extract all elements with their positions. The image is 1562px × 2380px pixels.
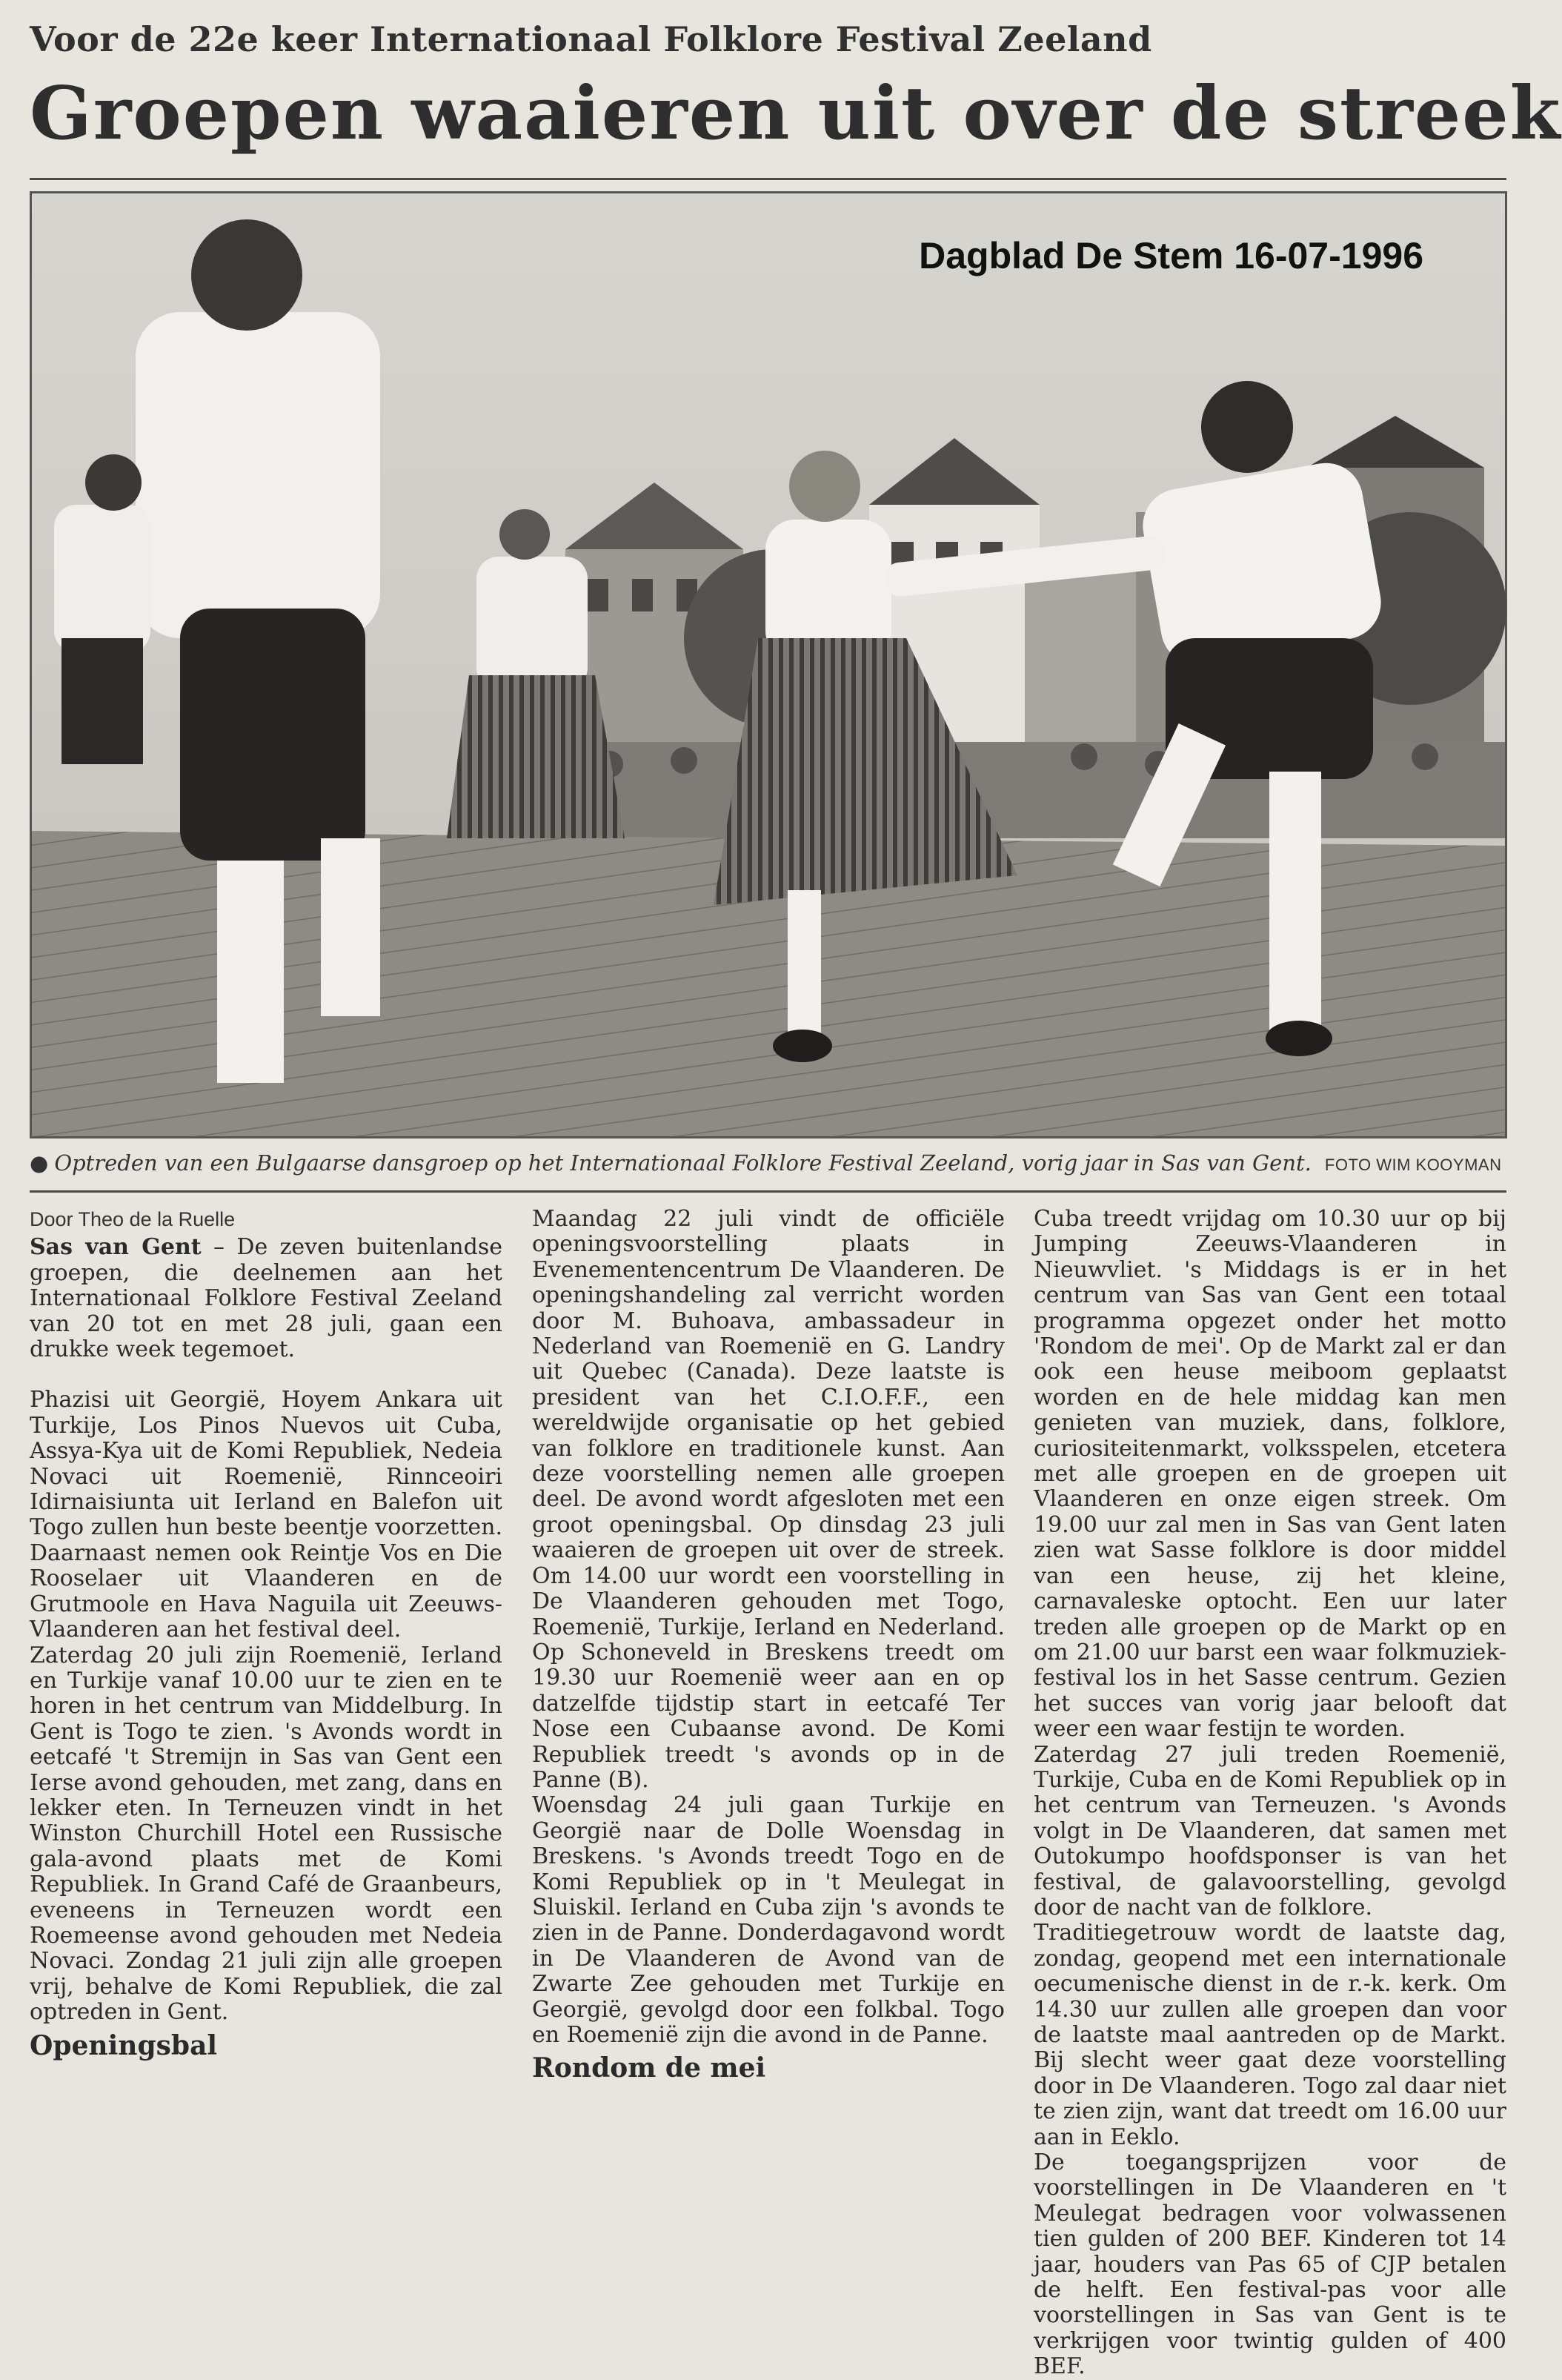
dancers-photo (32, 193, 1505, 1136)
paragraph: Phazisi uit Georgië, Hoyem Ankara uit Turkije, Los Pinos Nuevos uit Cuba, Assya-Kya uit de Komi Republiek, Nedeia Novaci uit Roemenië, Rinnceoiri Idirnaisiunta uit Ierland en Balefon uit Togo zullen hun beste beentje voorzetten. Daarnaast nemen ook Reintje Vos en Die Rooselaer uit Vlaanderen en de Grutmoole en Hava Naguila uit Zeeuws-Vlaanderen aan het festival deel. (30, 1387, 502, 1643)
caption-text: Optreden van een Bulgaarse dansgroep op het Internationaal Folklore Festival Zeeland, vorig jaar in Sas van Gent. (54, 1150, 1312, 1176)
paragraph: Zaterdag 20 juli zijn Roemenië, Ierland en Turkije vanaf 10.00 uur te zien en te horen in het centrum van Middelburg. In Gent is Togo te zien. 's Avonds wordt in eetcafé 't Stremijn in Sas van Gent een Ierse avond gehouden, met zang, dans en lekker eten. In Terneuzen vindt in het Winston Churchill Hotel een Russische gala-avond plaats met de Komi Republiek. In Grand Café de Graanbeurs, eveneens in Terneuzen wordt een Roemeense avond gehouden met Nedeia Novaci. Zondag 21 juli zijn alle groepen vrij, behalve de Komi Republiek, die zal optreden in Gent. (30, 1642, 502, 2026)
column-2 (532, 1207, 1005, 2096)
paragraph: Cuba treedt vrijdag om 10.30 uur op bij Jumping Zeeuws-Vlaanderen in Nieuwvliet. 's Middags is er in het centrum van Sas van Gent een totaal programma opgezet onder het motto 'Rondom de mei'. Op de Markt zal er dan ook een heuse meiboom geplaatst worden en de hele middag kan men genieten van muziek, dans, folklore, curiositeitenmarkt, volksspelen, etcetera met alle groepen en de groepen uit Vlaanderen en onze eigen streek. Om 19.00 uur zal men in Sas van Gent laten zien wat Sasse folklore is door middel van een heuse, zij het kleine, carnavaleske optocht. Een uur later treden alle groepen op de Markt op en om 21.00 uur barst een waar folkmuziek-festival los in het Sasse centrum. Gezien het succes van vorig jaar belooft dat weer een waar festijn te worden. (1034, 1206, 1506, 1743)
byline: Door Theo de la Ruelle (30, 1208, 236, 1230)
caption-rule (30, 1190, 1506, 1193)
photo (30, 191, 1507, 1138)
paragraph: Woensdag 24 juli gaan Turkije en Georgië naar de Dolle Woensdag in Breskens. 's Avonds treedt Togo en de Komi Republiek op in 't Meulegat in Sluiskil. Ierland en Cuba zijn 's avonds te zien in de Panne. Donderdagavond wordt in De Vlaanderen de Avond van de Zwarte Zee gehouden met Turkije en Georgië, gevolgd door een folkbal. Togo en Roemenië zijn die avond in de Panne. (532, 1792, 1005, 2048)
headline: Groepen waaieren uit over de streek (30, 71, 1562, 156)
subheading: Openingsbal (30, 2029, 218, 2061)
photo-caption (30, 1150, 1506, 1176)
dateline: Sas van Gent (30, 1234, 202, 1261)
paragraph: De toegangsprijzen voor de voorstellingen in De Vlaanderen en 't Meulegat bedragen voor volwassenen tien gulden of 200 BEF. Kinderen tot 14 jaar, houders van Pas 65 of CJP betalen de helft. Een festival-pas voor alle voorstellingen in Sas van Gent is te verkrijgen voor twintig gulden of 400 BEF. (1034, 2149, 1506, 2380)
column-1 (30, 1207, 502, 2096)
photo-credit: FOTO WIM KOOYMAN (1324, 1156, 1502, 1174)
paragraph: Maandag 22 juli vindt de officiële openingsvoorstelling plaats in Evenementencentrum De Vlaanderen. De openingshandeling zal verricht worden door M. Buhoava, ambassadeur in Nederland van Roemenië en G. Landry uit Quebec (Canada). Deze laatste is president van het C.I.O.F.F., een wereldwijde organisatie op het gebied van folklore en traditionele kunst. Aan deze voorstelling nemen alle groepen deel. De avond wordt afgesloten met een groot openingsbal. Op dinsdag 23 juli waaieren de groepen uit over de streek. Om 14.00 uur wordt een voorstelling in De Vlaanderen gehouden met Togo, Roemenië, Turkije, Ierland en Nederland. Op Schoneveld in Breskens treedt om 19.30 uur Roemenië weer aan en op datzelfde tijdstip start in eetcafé Ter Nose een Cubaanse avond. De Komi Republiek treedt 's avonds op in de Panne (B). (532, 1206, 1005, 1793)
caption-bullet: ● (30, 1150, 49, 1176)
paragraph: Traditiegetrouw wordt de laatste dag, zondag, geopend met een internationale oecumenische dienst in de r.-k. kerk. Om 14.30 uur zullen alle groepen dan voor de laatste maal aantreden op de Markt. Bij slecht weer gaat deze voorstelling door in De Vlaanderen. Togo zal daar niet te zien zijn, want dat treedt om 16.00 uur aan in Eeklo. (1034, 1920, 1506, 2150)
intro-text: – De zeven buitenlandse groepen, die deelnemen aan het Internationaal Folklore Festival Zeeland van 20 tot en met 28 juli, gaan een drukke week tegemoet. (30, 1234, 502, 1363)
intro-paragraph (30, 1235, 502, 1362)
headline-rule (30, 178, 1506, 180)
paragraph: Zaterdag 27 juli treden Roemenië, Turkije, Cuba en de Komi Republiek op in het centrum van Terneuzen. 's Avonds volgt in De Vlaanderen, dat samen met Outokumpo hoofdsponser is van het festival, de galavoorstelling, gevolgd door de nacht van de folklore. (1034, 1741, 1506, 1920)
column-3 (1034, 1206, 1506, 2380)
photo-date-stamp: Dagblad De Stem 16-07-1996 (919, 235, 1423, 276)
kicker: Voor de 22e keer Internationaal Folklore Festival Zeeland (30, 19, 1152, 59)
subheading: Rondom de mei (532, 2052, 766, 2084)
